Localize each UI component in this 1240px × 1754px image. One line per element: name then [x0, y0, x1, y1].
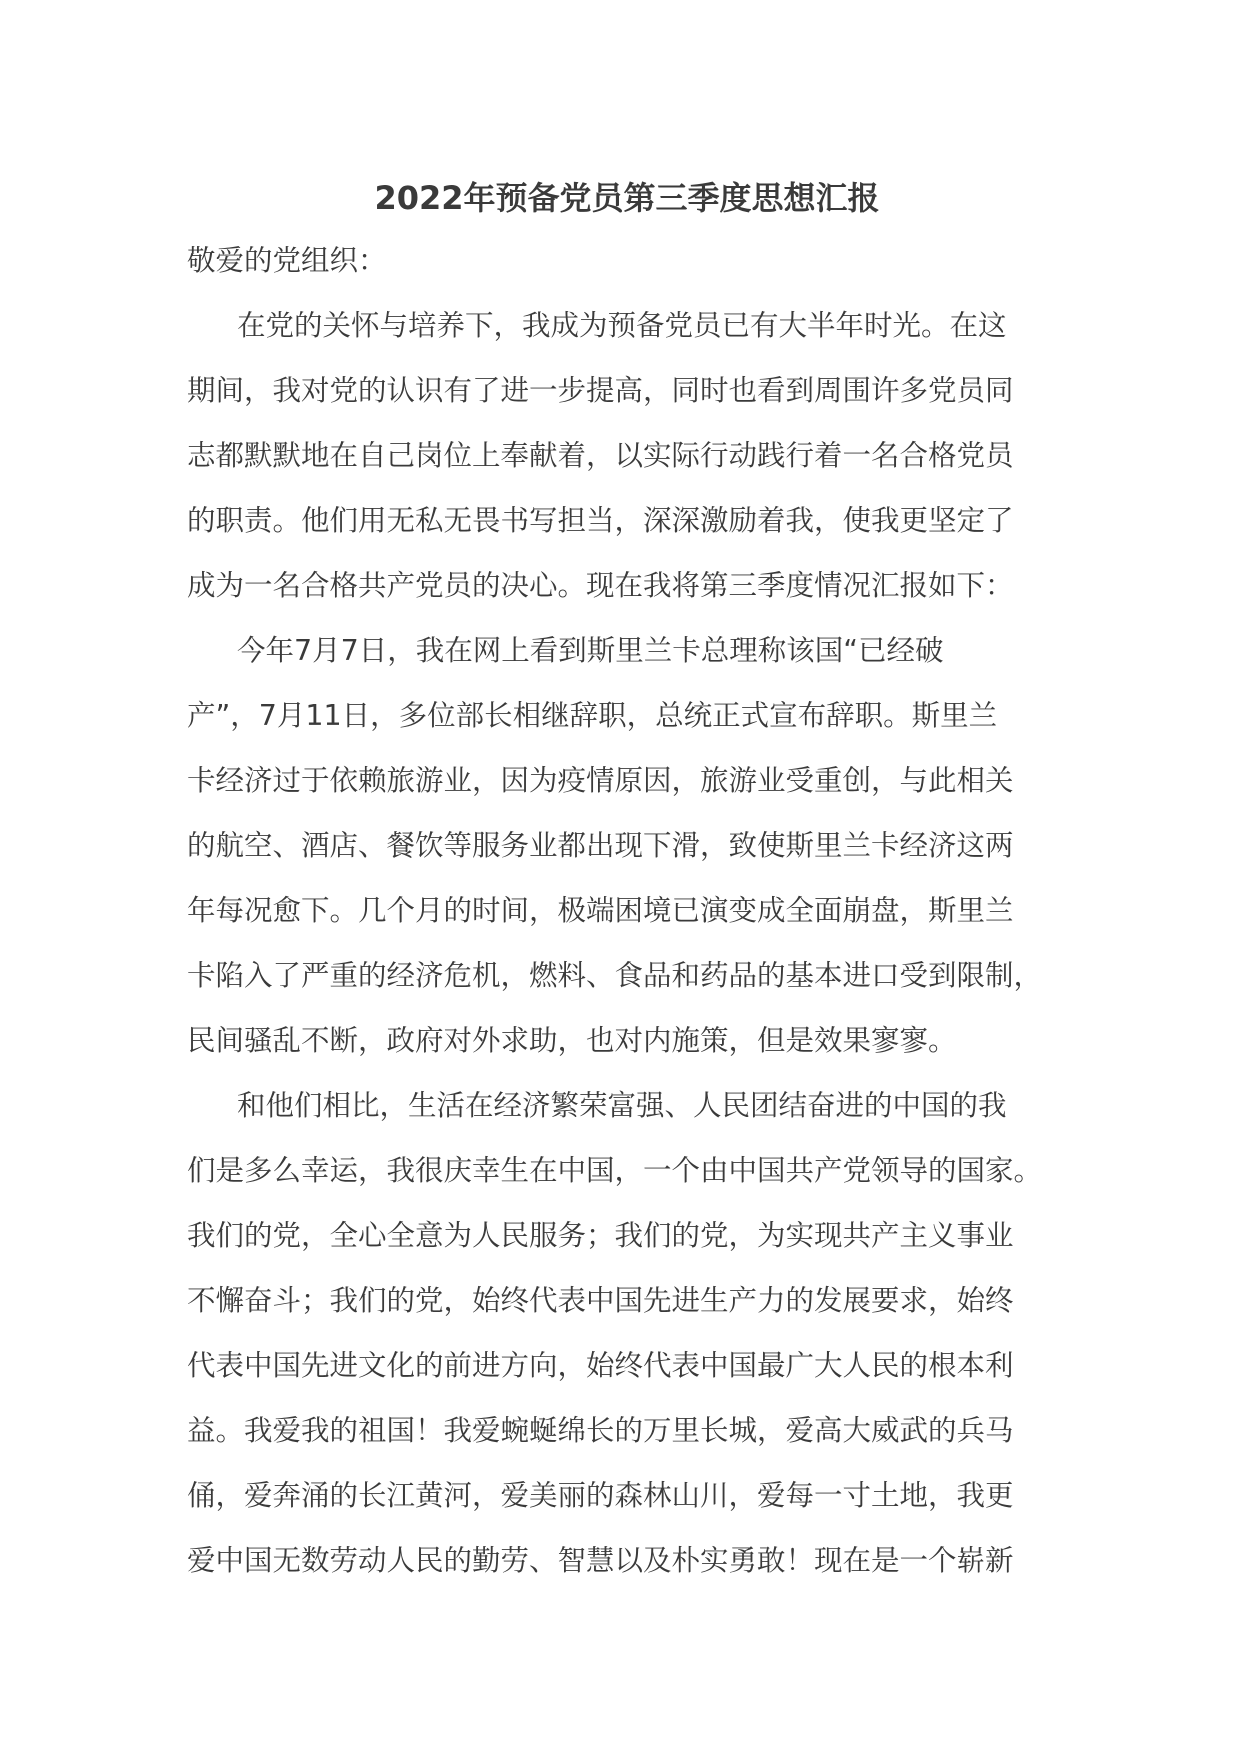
paragraph-line: 爱中国无数劳动人民的勤劳、智慧以及朴实勇敢！现在是一个崭新 [187, 1544, 1014, 1577]
paragraph-line: 卡陷入了严重的经济危机，燃料、食品和药品的基本进口受到限制， [187, 959, 1043, 992]
paragraph-line: 不懈奋斗；我们的党，始终代表中国先进生产力的发展要求，始终 [187, 1284, 1014, 1317]
document-title: 2022年预备党员第三季度思想汇报 [374, 179, 880, 217]
paragraph-line: 年每况愈下。几个月的时间，极端困境已演变成全面崩盘，斯里兰 [187, 894, 1014, 927]
paragraph-line: 们是多么幸运，我很庆幸生在中国，一个由中国共产党领导的国家。 [187, 1154, 1043, 1187]
paragraph-line: 产”，7月11日，多位部长相继辞职，总统正式宣布辞职。斯里兰 [187, 699, 998, 732]
salutation: 敬爱的党组织： [187, 244, 387, 277]
paragraph-line: 的职责。他们用无私无畏书写担当，深深激励着我，使我更坚定了 [187, 504, 1014, 537]
paragraph-line: 俑，爱奔涌的长江黄河，爱美丽的森林山川，爱每一寸土地，我更 [187, 1479, 1014, 1512]
paragraph-line: 民间骚乱不断，政府对外求助，也对内施策，但是效果寥寥。 [187, 1024, 957, 1057]
paragraph-line: 今年7月7日，我在网上看到斯里兰卡总理称该国“已经破 [237, 634, 944, 667]
paragraph-line: 代表中国先进文化的前进方向，始终代表中国最广大人民的根本利 [187, 1349, 1014, 1382]
paragraph-line: 在党的关怀与培养下，我成为预备党员已有大半年时光。在这 [237, 309, 1007, 342]
paragraph-line: 的航空、酒店、餐饮等服务业都出现下滑，致使斯里兰卡经济这两 [187, 829, 1014, 862]
document-body [187, 168, 1067, 1593]
paragraph-line: 成为一名合格共产党员的决心。现在我将第三季度情况汇报如下： [187, 569, 1014, 602]
paragraph-line: 志都默默地在自己岗位上奉献着，以实际行动践行着一名合格党员 [187, 439, 1014, 472]
paragraph-line: 我们的党，全心全意为人民服务；我们的党，为实现共产主义事业 [187, 1219, 1014, 1252]
paragraph-line: 和他们相比，生活在经济繁荣富强、人民团结奋进的中国的我 [237, 1089, 1007, 1122]
paragraph-line: 期间，我对党的认识有了进一步提高，同时也看到周围许多党员同 [187, 374, 1014, 407]
paragraph-line: 卡经济过于依赖旅游业，因为疫情原因，旅游业受重创，与此相关 [187, 764, 1014, 797]
paragraph-line: 益。我爱我的祖国！我爱蜿蜒绵长的万里长城，爱高大威武的兵马 [187, 1414, 1014, 1447]
